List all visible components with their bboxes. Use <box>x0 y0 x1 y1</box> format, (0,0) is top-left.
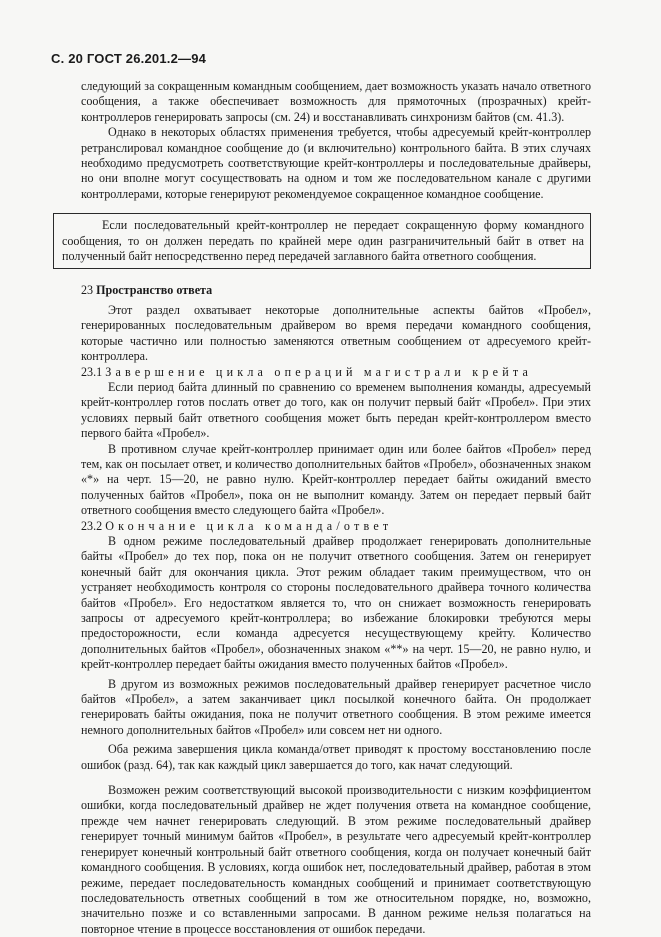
paragraph-continuation: следующий за сокращенным командным сообщением, дает возможность указать начало ответного сообщения, а также обеспечивает возможность для прямоточных (прозрачных) крейт-контроллеров генерировать запросы (см. 24) и восстанавливать синхронизм байтов (см. 41.3). <box>81 79 591 124</box>
paragraph: В другом из возможных режимов последовательный драйвер генерирует расчетное число байтов «Пробел», а затем заканчивает цикл посылкой конечного байта. Он продолжает генерировать байты ожидания, пока не получит ответного сообщения. В этом режиме имеется немного дополнительных байтов «Пробел» или совсем нет ни одного. <box>81 676 591 737</box>
section-title: Пространство ответа <box>96 283 213 298</box>
paragraph: Возможен режим соответствующий высокой производительности с низким коэффициентом ошибки, когда последовательный драйвер не ждет получения ответа на командное сообщение, прежде чем начнет генерировать следующий. В этом режиме последовательный драйвер генерирует точный минимум байтов «Пробел», в результате чего адресуемый крейт-контроллер генерирует конечный контрольный байт ответного сообщения, когда он получает конечный байт командного сообщения. В условиях, когда ошибок нет, последовательный драйвер, работая в этом режиме, передает последовательность командных сообщений и принимает соответствующую последовательность ответных сообщений в том же относительном порядке, но, возможно, значительно позже и со вставленными запросами. В данном режиме нельзя полагаться на повторное чтение в процессе восстановления от ошибок передачи. <box>81 783 591 936</box>
section-number: 23 <box>81 283 94 298</box>
subsection-title: Завершение цикла операций магистрали крейта <box>105 364 533 379</box>
subsection-heading <box>81 519 591 534</box>
subsection-heading <box>81 365 591 380</box>
paragraph: Однако в некоторых областях применения требуется, чтобы адресуемый крейт-контроллер ретранслировал командное сообщение до (и включительно) контрольного байта. В этих случаях необходимо предусмотреть соответствующие крейт-контроллеры и последовательные драйверы, но они вполне могут сосуществовать на одном и том же последовательном канале с другими контроллерами, которые генерируют рекомендуемое сокращенное командное сообщение. <box>81 125 591 201</box>
section-heading <box>81 283 591 298</box>
page-content <box>62 79 591 937</box>
page-header: С. 20 ГОСТ 26.201.2—94 <box>51 51 207 66</box>
boxed-requirement: Если последовательный крейт-контроллер не передает сокращенную форму командного сообщения, то он должен передать по крайней мере один разграничительный байт в ответ на полученный байт непосредственно перед передачей заглавного байта ответного сообщения. <box>53 213 591 269</box>
subsection-number: 23.1 <box>81 364 103 379</box>
paragraph: В противном случае крейт-контроллер принимает один или более байтов «Пробел» перед тем, как он посылает ответ, и количество дополнительных байтов «Пробел», обозначенных знаком «*» на черт. 15—20, не равно нулю. Крейт-контроллер передает байты ожиданий вместо полученных байтов «Пробел», пока он не выполнит команду. Затем он передает первый байт ответного сообщения вместо следующего байта «Пробел». <box>81 441 591 518</box>
paragraph: В одном режиме последовательный драйвер продолжает генерировать дополнительные байты «Пробел» до тех пор, пока он не получит ответного сообщения. Затем он генерирует конечный байт для окончания цикла. Этот режим обладает таким преимуществом, что он устраняет необходимость контроля со стороны последовательного драйвера точного количества байтов «Пробел». Его недостатком является то, что он снижает возможность генерировать запросы от адресуемого крейт-контроллера; во избежание блокировки требуются меры предосторожности, если команда адресуется несуществующему крейту. Количество дополнительных байтов «Пробел», обозначенных знаком «**» на черт. 15—20, не равно нулю, и крейт-контроллер передает байты ожидания вместо полученных байтов «Пробел». <box>81 533 591 672</box>
subsection-title: Окончание цикла команда/ответ <box>105 518 393 533</box>
paragraph: Оба режима завершения цикла команда/ответ приводят к простому восстановлению после ошибок (разд. 64), так как каждый цикл завершается до того, как начат следующий. <box>81 742 591 772</box>
subsection-number: 23.2 <box>81 518 103 533</box>
paragraph: Этот раздел охватывает некоторые дополнительные аспекты байтов «Пробел», генерированных последовательным драйвером во время передачи командного сообщения, которые частично или полностью заменяются ответным сообщением от адресуемого крейт-контроллера. <box>81 302 591 364</box>
paragraph: Если период байта длинный по сравнению со временем выполнения команды, адресуемый крейт-контроллер готов послать ответ до того, как он получит первый байт «Пробел». При этих условиях первый байт ответного сообщения может быть передан крейт-контроллером вместо первого байта «Пробел». <box>81 379 591 441</box>
